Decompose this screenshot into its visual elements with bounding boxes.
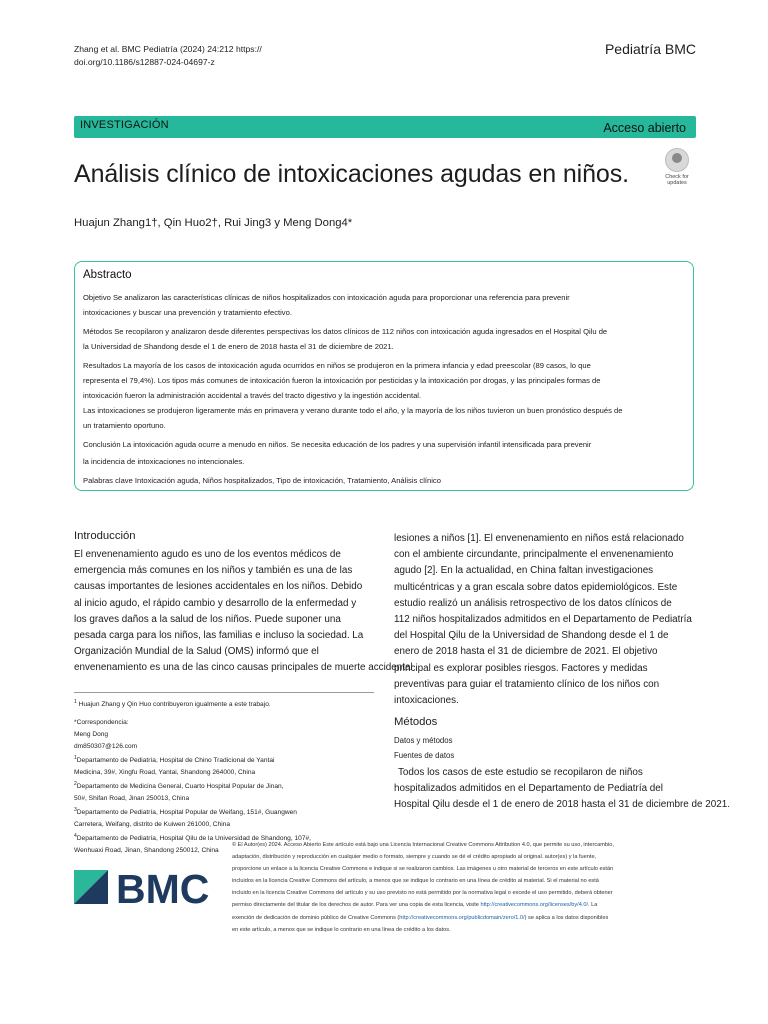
body-line: emergencia más comunes en los niños y también es una de las [74,565,353,577]
affiliation-cont: Wenhuaxi Road, Jinan, Shandong 250012, China [74,846,219,854]
affiliation-cont: Medicina, 39#, Xingfu Road, Yantai, Shandong 264000, China [74,768,256,776]
abstract-line: representa el 79,4%). Los tipos más comunes de intoxicación fueron la intoxicación por pesticidas y la intoxicación por drogas, y las principales formas de [83,376,601,385]
license-line: exención de dedicación de dominio público de Creative Commons (http://creativecommons.org/publicdomain/zero/1.0/) se aplica a los datos disponibles [232,914,609,921]
correspondence-label: *Correspondencia: [74,719,129,727]
intro-right-column [394,531,704,709]
keywords-line: Palabras clave Intoxicación aguda, Niños hospitalizados, Tipo de intoxicación, Tratamiento, Análisis clínico [83,476,441,485]
footnote-divider [74,692,374,693]
body-line: pesada carga para los niños, las familias e incluso la sociedad. La [74,630,364,642]
license-line: incluido en la licencia Creative Commons del artículo y su uso previsto no está permitido por la normativa legal o excede el uso permitido, deberá obtener [232,890,613,897]
license-line: adaptación, distribución y reproducción en cualquier medio o formato, siempre y cuando se dé el crédito apropiado al original. autor(es) y la fuente, [232,854,597,861]
abstract-box [74,261,694,491]
body-line: principal es explorar posibles riesgos. Factores y medidas [394,662,648,674]
body-line: hospitalizados admitidos en el Departamento de Pediatría del [394,783,663,795]
check-for-updates-badge[interactable] [660,148,694,184]
abstract-line: Conclusión La intoxicación aguda ocurre a menudo en niños. Se necesita educación de los padres y una supervisión infantil intensificada para prevenir [83,440,592,449]
article-title: Análisis clínico de intoxicaciones agudas en niños. [74,160,629,188]
abstract-line: Métodos Se recopilaron y analizaron desde diferentes perspectivas los datos clínicos de 112 niños con intoxicación aguda ingresados en el Hospital Qilu de [83,327,608,336]
license-line: permiso directamente del titular de los derechos de autor. Para ver una copia de esta licencia, visite http://creativecommons.org/licenses/by/4.0/. La [232,902,598,909]
equal-contribution-note: $^1$ Huajun Zhang y Qin Huo contribuyeron igualmente a este trabajo. [74,699,271,709]
body-line: al inicio agudo, el rápido cambio y desarrollo de la enfermedad y [74,597,357,609]
correspondence-name: Meng Dong [74,731,109,738]
methods-subheading: Datos y métodos [394,736,453,745]
journal-name: Pediatría BMC [604,41,696,57]
abstract-heading: Abstracto [83,269,132,281]
body-line: preventivas para guiar el tratamiento clínico de los niños con [394,678,660,690]
bmc-logo-text: BMC [116,868,210,908]
methods-text [394,765,734,814]
abstract-line: la incidencia de intoxicaciones no intencionales. [83,457,245,466]
license-link[interactable]: http://creativecommons.org/licenses/by/4.0/ [480,902,589,909]
body-line: envenenamiento es una de las cinco causas principales de muerte accidental [74,662,413,674]
abstract-line: intoxicación fueron la administración accidental a través del tracto digestivo y la ingestión accidental. [83,391,422,400]
bmc-logo [74,868,214,908]
body-line: Todos los casos de este estudio se recopilaron de niños [398,767,643,778]
abstract-line: intoxicaciones y buscar una prevención y tratamiento efectivo. [83,308,292,317]
abstract-line: la Universidad de Shandong desde el 1 de enero de 2018 hasta el 31 de diciembre de 2021. [83,342,394,351]
body-line: lesiones a niños [1]. El envenenamiento en niños está relacionado [394,533,684,544]
body-line: Organización Mundial de la Salud (OMS) informó que el [74,646,319,658]
abstract-line: un tratamiento oportuno. [83,421,166,430]
footnotes [74,697,384,857]
body-line: los graves daños a la salud de los niños. Puede suponer una [74,613,341,625]
license-text [232,839,702,936]
citation [74,43,314,69]
abstract-line: Resultados La mayoría de los casos de intoxicación aguda ocurridos en niños se produjeron en la primera infancia y edad preescolar (89 casos, lo que [83,361,591,370]
license-line: incluidos en la licencia Creative Commons del artículo, a menos que se indique lo contrario en una línea de crédito al material. Si el material no está [232,878,599,885]
citation-line: Zhang et al. BMC Pediatría (2024) 24:212 https:// [74,44,262,54]
cc0-link[interactable]: http://creativecommons.org/publicdomain/zero/1.0/ [399,914,525,921]
methods-heading: Métodos [394,716,438,728]
body-line: 112 niños hospitalizados admitidos en el Departamento de Pediatría [394,614,692,626]
body-line: multicéntricas y a gran escala sobre datos epidemiológicos. Este [394,581,678,593]
affiliation-cont: Carretera, Weifang, distrito de Kuiwen 261000, China [74,820,231,828]
body-line: con el ambiente circundante, principalmente el envenenamiento [394,549,674,561]
body-line: causas importantes de lesiones accidentales en los niños. Debido [74,581,363,593]
affiliation: $^4$Departamento de Pediatría, Hospital Qilu de la Universidad de Shandong, 107#, [74,832,312,842]
data-sources-subheading: Fuentes de datos [394,751,455,760]
license-line: en este artículo, a menos que se indique lo contrario en una línea de crédito a los datos. [232,926,451,933]
open-access-label: Acceso abierto [603,121,686,135]
affiliation: $^1$Departamento de Pediatría, Hospital de Chino Tradicional de Yantai [74,754,275,764]
body-line: enero de 2018 hasta el 31 de diciembre de 2021. El objetivo [394,646,658,658]
affiliation-cont: 50#, Shifan Road, Jinan 250013, China [74,794,190,802]
article-type-label: INVESTIGACIÓN [80,119,169,131]
affiliation: $^2$Departamento de Medicina General, Cuarto Hospital Popular de Jinan, [74,780,284,790]
bmc-logo-graphic [74,868,214,908]
body-line: agudo [2]. En la actualidad, en China faltan investigaciones [394,565,654,577]
abstract-line: Las intoxicaciones se produjeron ligeramente más en primavera y verano durante todo el año, y la mayoría de los niños tuvieron un buen pronóstico después de [83,406,623,415]
affiliation: $^3$Departamento de Pediatría, Hospital Popular de Weifang, 151#, Guangwen [74,806,297,816]
author-list: Huajun Zhang1†, Qin Huo2†, Rui Jing3 y Meng Dong4* [74,217,353,229]
intro-heading: Introducción [74,530,136,542]
body-line: estudio realizó un análisis retrospectivo de los datos clínicos de [394,597,672,609]
correspondence-email[interactable]: dm850307@126.com [74,742,138,750]
article-type-banner [74,116,696,138]
license-line: © El Autor(es) 2024. Acceso Abierto Este artículo está bajo una Licencia Internacional Creative Commons Attribution 4.0, que permite su uso, intercambio, [232,842,614,848]
doi-link[interactable]: doi.org/10.1186/s12887-024-04697-z [74,57,215,67]
badge-text: Check for updates [665,174,689,186]
body-line: del Hospital Qilu de la Universidad de Shandong desde el 1 de [394,630,669,642]
intro-left-column [74,547,413,677]
check-for-updates-icon [665,148,689,172]
body-line: Hospital Qilu desde el 1 de enero de 2018 hasta el 31 de diciembre de 2021. [394,799,730,811]
abstract-line: Objetivo Se analizaron las características clínicas de niños hospitalizados con intoxicación aguda para proporcionar una referencia para prevenir [83,293,570,302]
license-line: proporcione un enlace a la licencia Creative Commons e indique si se realizaron cambios. Las imágenes u otro material de terceros en este artículo están [232,866,614,873]
body-line: El envenenamiento agudo es uno de los eventos médicos de [74,549,341,560]
body-line: intoxicaciones. [394,695,459,707]
